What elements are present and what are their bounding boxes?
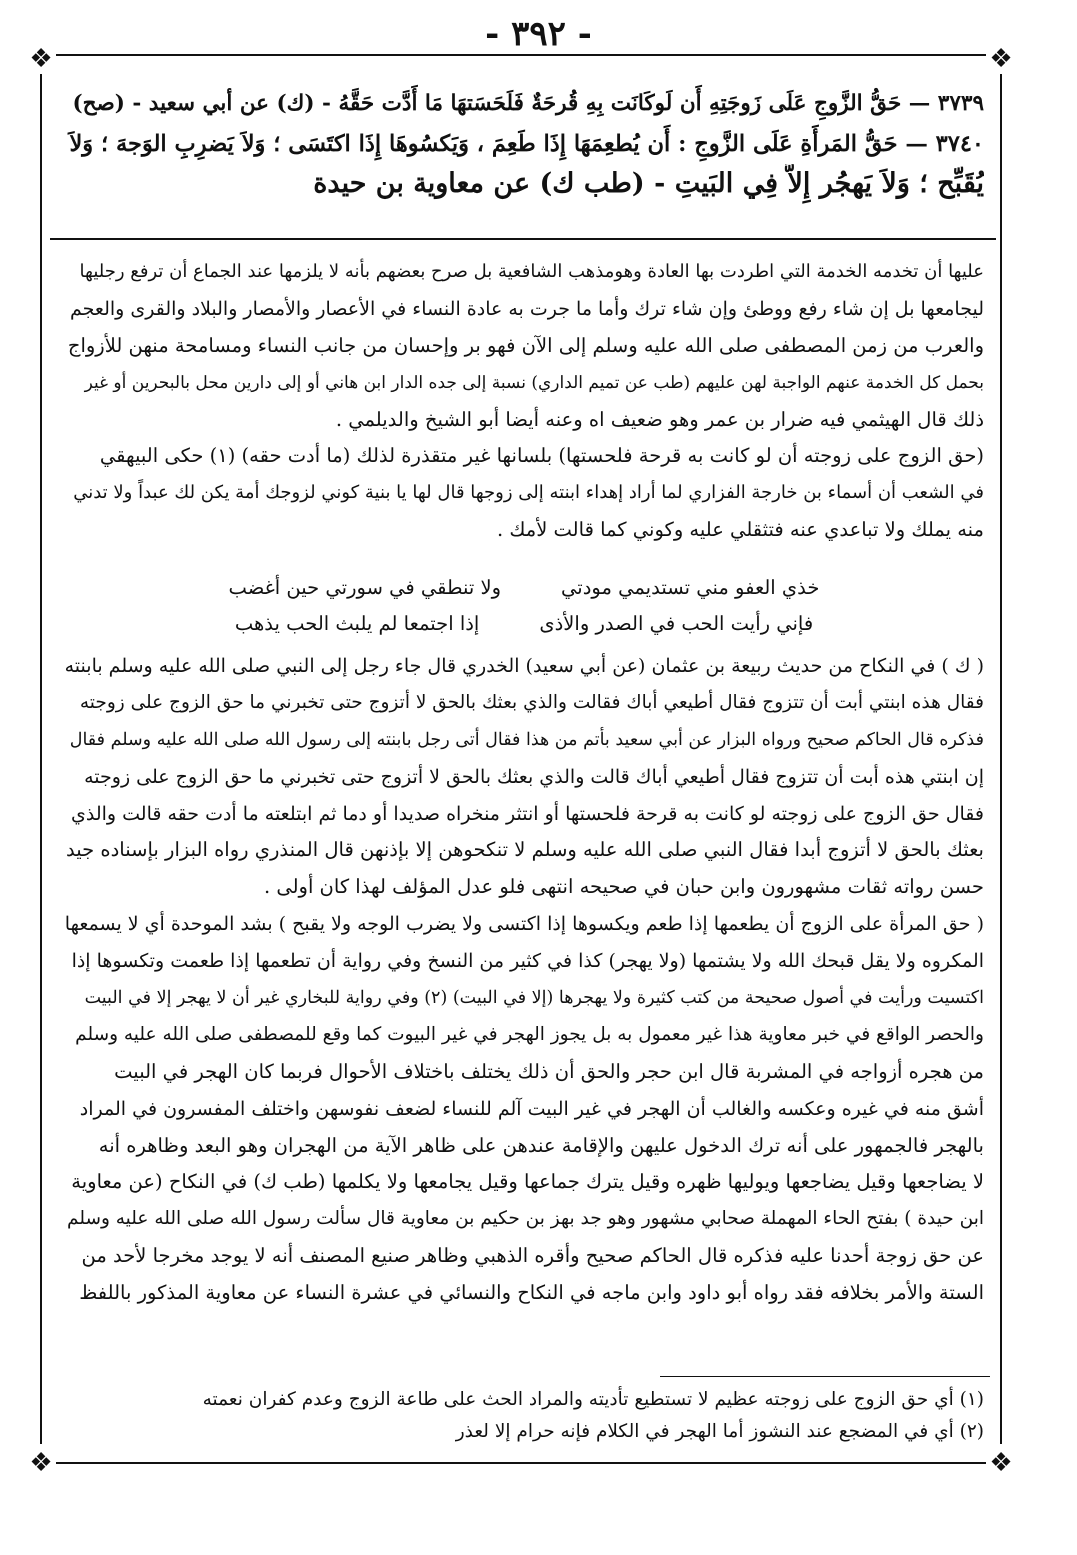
section-divider [50, 238, 996, 240]
frame-line-top [56, 54, 986, 56]
hadith-line: ٣٧٣٩ — حَقُّ الزَّوجِ عَلَى زَوجَتِهِ أَن لَوكَانَت بِهِ قُرحَةٌ فَلَحَسَتهَا مَا أَدَّت حَقَّهُ - (ك) عن أبي سعيد - (صح) [72, 91, 984, 116]
commentary-line: (حق الزوج على زوجته أن لو كانت به قرحة فلحستها) بلسانها غير متقذرة لذلك (ما أدت حقه) (١) حكى البيهقي [99, 444, 984, 468]
commentary-line: عن حق زوجة أحدنا عليه فذكره قال الحاكم صحيح وأقره الذهبي وظاهر صنيع المصنف أنه لا يوجد مخرجا لأحد من [81, 1244, 984, 1268]
commentary-line: ليجامعها بل إن شاء رفع ووطئ وإن شاء ترك وأما ما جرت به عادة النساء في الأعصار والأمصار والبلاد والقرى والعجم [70, 297, 984, 320]
commentary-part-a [64, 254, 984, 549]
commentary-line: عليها أن تخدمه الخدمة التي اطردت بها العادة وهومذهب الشافعية بل صرح بعضهم بأنه لا يلزمها عند الجماع أن ترفع رجليها [79, 261, 984, 282]
poem-hemistich-left: إذا اجتمعا لم يلبث الحب يذهب [234, 612, 480, 635]
poem-hemistich-right: فإني رأيت الحب في الصدر والأذى [539, 612, 814, 635]
commentary-line: ( ك ) في النكاح من حديث ربيعة بن عثمان (عن أبي سعيد) الخدري قال جاء رجل إلى النبي صلى الله عليه وسلم بابنته [64, 655, 984, 677]
hadith-text [64, 84, 984, 204]
commentary-line: أشق منه في غيره وعكسه والغالب أن الهجر في غير البيت آلم للنساء لضعف نفوسهن واختلف المفسرون في المراد [79, 1097, 984, 1120]
commentary-line: حسن رواته ثقات مشهورون وابن حبان في صحيحه انتهى فلو عدل المؤلف لهذا كان أولى . [263, 875, 984, 899]
commentary-line: اكتسيت ورأيت في أصول صحيحة من كتب كثيرة ولا يهجرها (إلا في البيت) (٢) وفي رواية للبخاري غير أن لا يهجر إلا في البيت [84, 988, 984, 1009]
commentary-line: بحمل كل الخدمة عنهم الواجبة لهن عليهم (طب عن تميم الداري) نسبة إلى جده الدار ابن هاني أو إلى دارين محل بالبحرين أو غير [84, 372, 984, 393]
poem-hemistich-left: ولا تنطقي في سورتي حين أغضب [228, 576, 502, 599]
commentary-line: فقال هذه ابنتي أبت أن تتزوج فقال أطيعي أباك فقالت والذي بعثك بالحق لا أتزوج حتى تخبرني ما حق الزوج على زوجته [79, 691, 984, 713]
commentary-line: ذلك قال الهيثمي فيه ضرار بن عمر وهو ضعيف اه وعنه أيضا أبو الشيخ والديلمي . [335, 407, 984, 431]
poem-verse [64, 570, 984, 606]
commentary-line: بعثك بالحق لا أتزوج أبدا فقال النبي صلى الله عليه وسلم لا تنكحوهن إلا بإذنهن قال المنذري رواه البزار بإسناده جيد [66, 838, 984, 862]
ornament-icon: ❖ [29, 44, 53, 74]
hadith-line: يُقَبِّح ؛ وَلاَ يَهجُر إِلاَّ فِي البَيتِ - (طب ك) عن معاوية بن حيدة [313, 168, 984, 199]
frame-line-right [1000, 74, 1002, 1444]
footnote: (١) أي حق الزوج على زوجته عظيم لا تستطيع تأديته والمراد الحث على طاعة الزوج وعدم كفران نعمته [202, 1389, 984, 1410]
commentary-line: من هجره أزواجه في المشربة قال ابن حجر والحق أن ذلك يختلف باختلاف الأحوال فربما كان الهجر في البيت [114, 1059, 984, 1083]
page-number: - ٣٩٢ - [485, 14, 592, 54]
commentary-line: فذكره قال الحاكم صحيح ورواه البزار عن أبي سعيد بأتم من هذا فقال أتى رجل بابنته إلى رسول الله صلى الله عليه وسلم فقال [69, 729, 984, 750]
commentary-part-b [64, 648, 984, 1312]
commentary-line: بالهجر فالجمهور على أنه ترك الدخول عليهن والإقامة عندهن على ظاهر الآية من الهجران وهو البعد وظاهره أنه [98, 1133, 984, 1157]
poem [64, 570, 984, 642]
poem-hemistich-right: خذي العفو مني تستديمي مودتي [561, 576, 820, 599]
commentary-line: ( حق المرأة على الزوج أن يطعمها إذا طعم ويكسوها إذا اكتسى ولا يضرب الوجه ولا يقبح ) بشد الموحدة أي لا يسمعها [64, 913, 984, 936]
commentary-line: والعرب من زمن المصطفى صلى الله عليه وسلم إلى الآن فهو بر وإحسان من جانب النساء ومسامحة منهن للأزواج [67, 333, 984, 357]
ornament-icon: ❖ [989, 44, 1013, 74]
ornament-icon: ❖ [989, 1448, 1013, 1478]
commentary-line: في الشعب أن أسماء بن خارجة الفزاري لما أراد إهداء ابنته إلى زوجها قال لها يا بنية كوني لزوجك أمة يكن لك عبداً ولا تدني [73, 482, 984, 504]
frame-line-bottom [56, 1462, 986, 1464]
commentary-line: الستة والأمر بخلافه فقد رواه أبو داود وابن ماجه في النكاح والنسائي في عشرة النساء عن معاوية المذكور باللفظ [79, 1281, 984, 1305]
commentary-line: ابن حيدة ) بفتح الحاء المهملة صحابي مشهور وهو جد بهز بن حكيم بن معاوية قال سألت رسول الله صلى الله عليه وسلم [67, 1208, 984, 1230]
footnotes [64, 1384, 984, 1448]
commentary-line: فقال حق الزوج على زوجته لو كانت به قرحة فلحستها أو انتثر منخراه صديدا أو دما ثم ابتلعته ما أدت حقه قالت والذي [71, 802, 984, 825]
poem-verse [64, 606, 984, 642]
ornament-icon: ❖ [29, 1448, 53, 1478]
footnote-divider [660, 1376, 990, 1377]
commentary-line: والحصر الواقع في خبر معاوية هذا غير معمول به بل يجوز الهجر في غير البيوت كما وقع للمصطفى صلى الله عليه وسلم [75, 1023, 984, 1045]
commentary-line: منه يملك ولا تباعدي عنه فتثقلي عليه وكوني كما قالت لأمك . [496, 518, 984, 542]
frame-line-left [40, 74, 42, 1444]
commentary-line: إن ابنتي هذه أبت أن تتزوج فقال أطيعي أباك قالت والذي بعثك بالحق لا أتزوج حتى تخبرني ما حق الزوج على زوجته [84, 765, 984, 788]
commentary-line: لا يضاجعها وقيل يضاجعها ويوليها ظهره وقيل يترك جماعها وقيل يجامعها ولا يكلمها (طب ك) في النكاح (عن معاوية [71, 1170, 984, 1194]
hadith-line: ٣٧٤٠ — حَقُّ المَرأَةِ عَلَى الزَّوجِ : أَن يُطعِمَهَا إِذَا طَعِمَ ، وَيَكسُوهَا إِذَا اكتَسَى ؛ وَلاَ يَضرِبِ الوَجهَ ؛ وَلاَ [69, 131, 984, 157]
commentary-line: المكروه ولا يقل قبحك الله ولا يشتمها (ولا يهجر) كذا في كثير من النسخ وفي رواية أن تطعمها إذا طعمت وتكسوها إذا [71, 950, 984, 973]
footnote: (٢) أي في المضجع عند النشوز أما الهجر في الكلام فإنه حرام إلا لعذر [455, 1421, 984, 1442]
